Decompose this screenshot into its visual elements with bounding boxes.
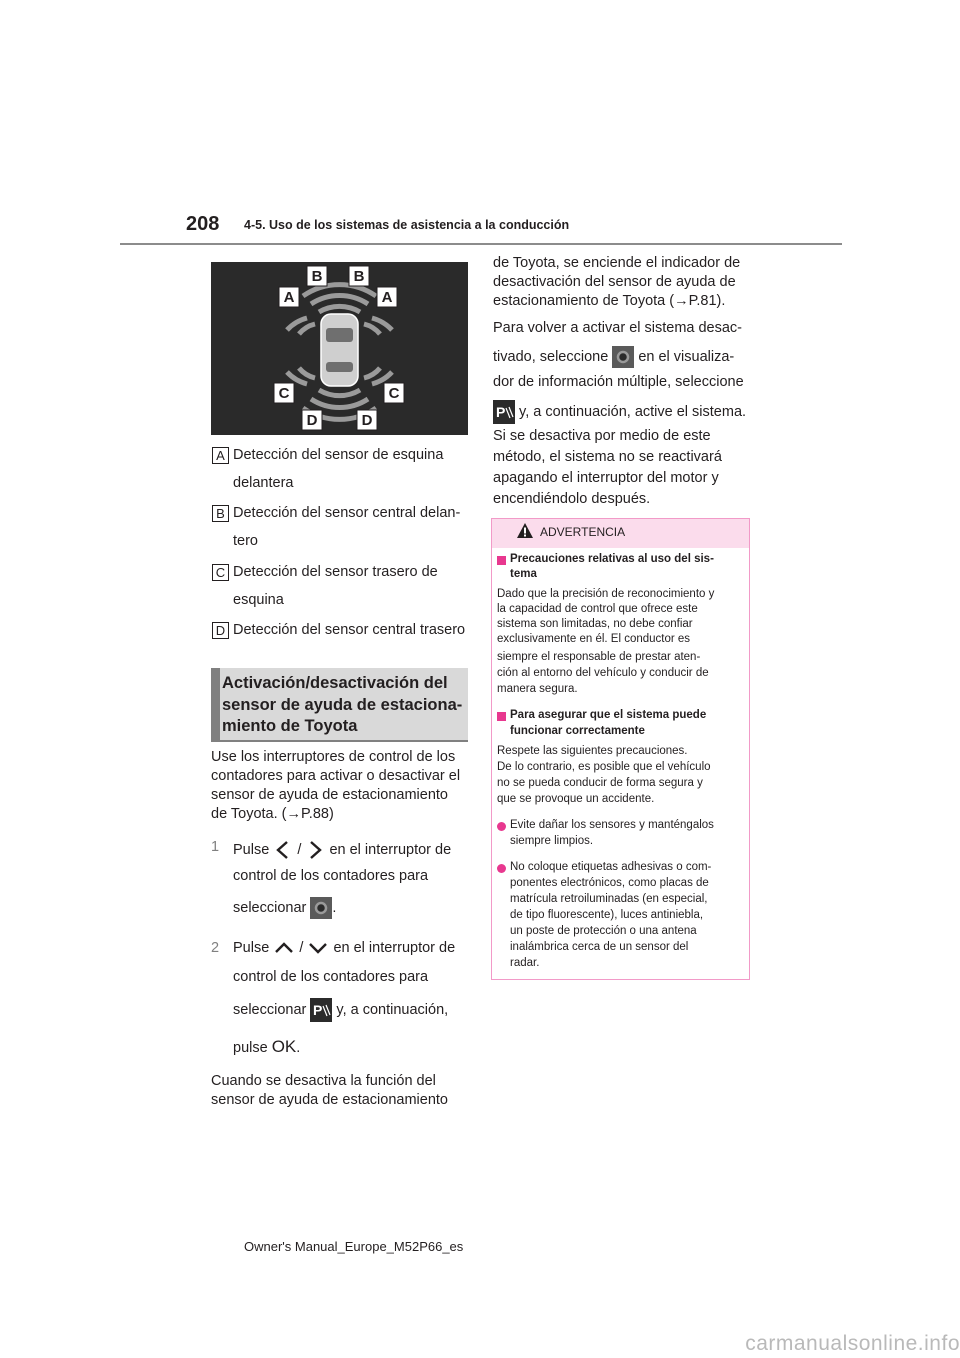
warning-bullet-2-line3: matrícula retroiluminadas (en especial,	[510, 893, 708, 905]
diagram-label-a-left: A	[283, 289, 295, 306]
right-p1-line3: estacionamiento de Toyota (→P.81).	[493, 293, 726, 309]
warning-dot-bullet	[497, 822, 506, 831]
legend-c-line2: esquina	[233, 592, 284, 608]
warning-text-2-line3: no se pueda conducir de forma segura y	[497, 777, 703, 789]
watermark: carmanualsonline.info	[745, 1332, 960, 1355]
diagram-label-a-right: A	[381, 289, 393, 306]
step-1-line1	[233, 839, 451, 861]
chevron-left-icon	[273, 839, 293, 861]
step-1-number: 1	[211, 839, 220, 855]
legend-d-line1: Detección del sensor central trasero	[233, 622, 466, 638]
heading-divider	[211, 740, 468, 742]
step-1-line3	[233, 897, 336, 919]
warning-text-1-line2: la capacidad de control que ofrece este	[497, 603, 698, 615]
right-p2-line4	[493, 400, 746, 424]
warning-text-1-line1: Dado que la precisión de reconocimiento y	[497, 588, 715, 600]
warning-text-2-line4: que se provoque un accidente.	[497, 793, 655, 805]
right-p1-line2: desactivación del sensor de ayuda de	[493, 274, 736, 290]
step-2-line3	[233, 998, 448, 1022]
parking-sensor-diagram-svg	[211, 262, 468, 435]
warning-bullet-2-line1: No coloque etiquetas adhesivas o com-	[510, 861, 712, 873]
chevron-right-icon	[305, 839, 325, 861]
warning-heading-2-line1: Para asegurar que el sistema puede	[510, 709, 707, 721]
legend-key-a: A	[212, 447, 229, 464]
warning-bullet-1-line1: Evite dañar los sensores y manténgalos	[510, 819, 714, 831]
right-p2-line2	[493, 346, 734, 368]
step-2-line4	[233, 1037, 300, 1057]
warning-triangle-icon	[516, 522, 534, 539]
warning-bullet-2-line4: de tipo fluorescente), luces antiniebla,	[510, 909, 704, 921]
legend-a-line2: delantera	[233, 475, 294, 491]
step-2-pulse-ok: pulse	[233, 1040, 268, 1056]
step-2-slash: /	[299, 940, 304, 956]
warning-dot-bullet	[497, 864, 506, 873]
section-title: 4-5. Uso de los sistemas de asistencia a la conducción	[244, 218, 570, 232]
chevron-down-icon	[307, 940, 329, 956]
right-p2-line2b: en el visualiza-	[638, 348, 735, 365]
right-p1-line1: de Toyota, se enciende el indicador de	[493, 255, 741, 271]
legend-key-b: B	[212, 505, 229, 522]
warning-text-1-line6: ción al entorno del vehículo y conducir de	[497, 667, 709, 679]
step-2-period: .	[296, 1040, 301, 1056]
right-p2-line3: dor de información múltiple, seleccione	[493, 374, 744, 390]
step-1-period: .	[332, 899, 337, 916]
warning-bullet-2-line6: inalámbrica cerca de un sensor del	[510, 941, 689, 953]
legend-key-c: C	[212, 564, 229, 581]
svg-text:P: P	[313, 1002, 323, 1018]
section-heading-line1: Activación/desactivación del	[222, 674, 448, 692]
step-2-tail: en el interruptor de	[333, 940, 456, 956]
step-1-slash: /	[297, 841, 302, 858]
warning-bullet-2-line2: ponentes electrónicos, como placas de	[510, 877, 709, 889]
legend-b-line2: tero	[233, 533, 258, 549]
section-heading-line2: sensor de ayuda de estaciona-	[222, 696, 463, 714]
right-p2-line4-text: y, a continuación, active el sistema.	[519, 403, 747, 420]
warning-text-2-line1: Respete las siguientes precauciones.	[497, 745, 688, 757]
intro-line4: de Toyota. (→P.88)	[211, 806, 334, 822]
legend-a-line1: Detección del sensor de esquina	[233, 447, 444, 463]
warning-square-bullet	[497, 556, 506, 565]
warning-bullet-2-line5: un poste de protección o una antena	[510, 925, 697, 937]
legend-c-line1: Detección del sensor trasero de	[233, 564, 438, 580]
page-number: 208	[186, 213, 220, 235]
step-1-select: seleccionar	[233, 899, 307, 916]
warning-heading-2-line2: funcionar correctamente	[510, 725, 645, 737]
step-2-line1	[233, 940, 455, 956]
step-2-pulse: Pulse	[233, 940, 270, 956]
header-divider	[120, 243, 842, 245]
warning-title: ADVERTENCIA	[540, 525, 626, 539]
step-1-tail: en el interruptor de	[329, 841, 452, 858]
right-p3-line3: apagando el interruptor del motor y	[493, 470, 719, 486]
warning-text-1-line3: sistema son limitadas, no debe confiar	[497, 618, 693, 630]
legend-key-d: D	[212, 622, 229, 639]
intro-line1: Use los interruptores de control de los	[211, 749, 456, 765]
svg-text:P: P	[496, 404, 506, 420]
step-1-line2: control de los contadores para	[233, 868, 429, 884]
diagram-label-b-right: B	[353, 268, 365, 285]
warning-text-1-line7: manera segura.	[497, 683, 578, 695]
legend-b-line1: Detección del sensor central delan-	[233, 505, 461, 521]
step-2-line2: control de los contadores para	[233, 969, 429, 985]
parking-sensor-icon	[310, 998, 332, 1022]
warning-text-1-line4: exclusivamente en él. El conductor es	[497, 633, 691, 645]
section-heading-line3: miento de Toyota	[222, 717, 358, 735]
diagram-label-c-left: C	[278, 385, 290, 402]
footer-manual-id: Owner's Manual_Europe_M52P66_es	[244, 1239, 464, 1254]
step-2-select: seleccionar	[233, 1001, 307, 1018]
warning-bullet-1-line2: siempre limpios.	[510, 835, 594, 847]
warning-square-bullet	[497, 712, 506, 721]
step-2-continue: y, a continuación,	[336, 1001, 449, 1018]
warning-bullet-2-line7: radar.	[510, 957, 540, 969]
gear-icon	[612, 346, 634, 368]
right-p3-line4: encendiéndolo después.	[493, 491, 651, 507]
parking-sensor-icon	[493, 400, 515, 424]
right-p3-line2: método, el sistema no se reactivará	[493, 449, 722, 465]
step-1-pulse: Pulse	[233, 841, 270, 858]
diagram-label-d-right: D	[361, 412, 373, 429]
diagram-label-c-right: C	[388, 385, 400, 402]
parking-sensor-diagram	[211, 262, 468, 435]
intro-line3: sensor de ayuda de estacionamiento	[211, 787, 448, 803]
step-2-number: 2	[211, 940, 220, 956]
ok-button-symbol: OK	[271, 1037, 297, 1056]
warning-heading-1-line1: Precauciones relativas al uso del sis-	[510, 553, 714, 565]
diagram-label-b-left: B	[311, 268, 323, 285]
warning-text-2-line2: De lo contrario, es posible que el vehículo	[497, 761, 711, 773]
gear-icon	[310, 897, 332, 919]
right-p3-line1: Si se desactiva por medio de este	[493, 428, 711, 444]
warning-heading-1-line2: tema	[510, 568, 537, 580]
chevron-up-icon	[273, 940, 295, 956]
outro-line1: Cuando se desactiva la función del	[211, 1073, 436, 1089]
outro-line2: sensor de ayuda de estacionamiento	[211, 1092, 448, 1108]
intro-line2: contadores para activar o desactivar el	[211, 768, 461, 784]
diagram-label-d-left: D	[306, 412, 318, 429]
warning-text-1-line5: siempre el responsable de prestar aten-	[497, 651, 701, 663]
right-p2-line2a: tivado, seleccione	[493, 348, 609, 365]
right-p2-line1: Para volver a activar el sistema desac-	[493, 320, 743, 336]
